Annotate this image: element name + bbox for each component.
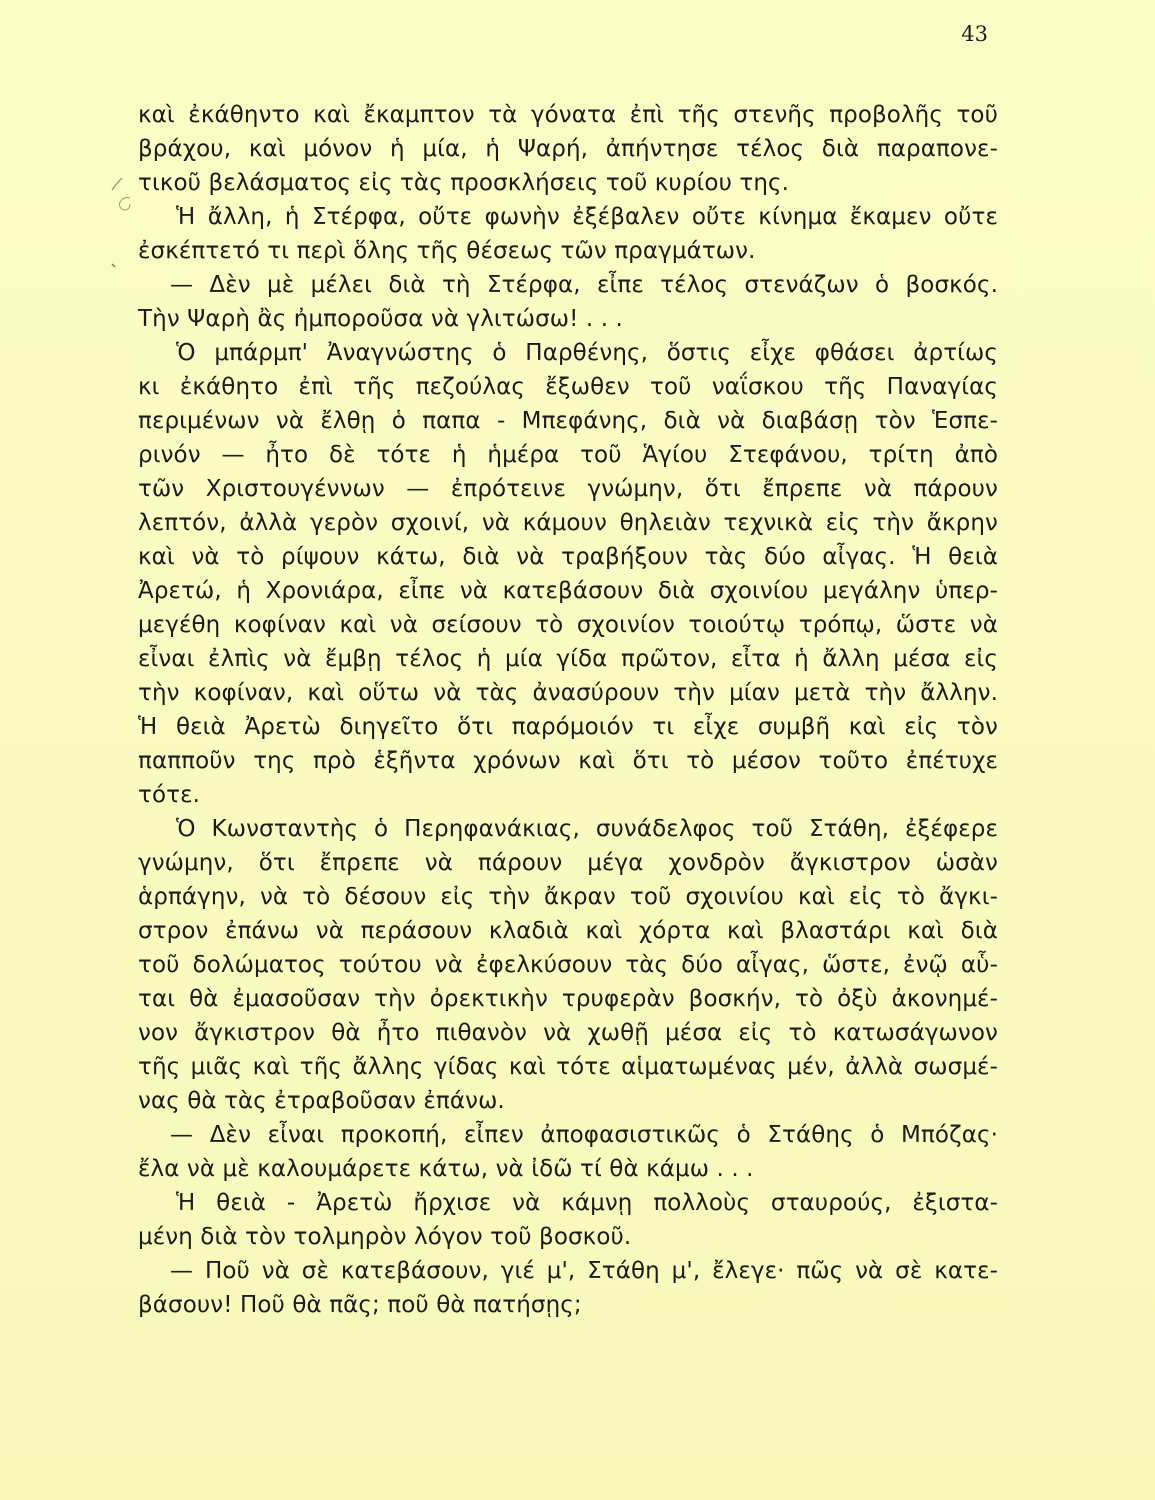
- text-line: γνώμην, ὅτι ἔπρεπε νὰ πάρουν μέγα χονδρὸν ἄγκιστρον ὡσὰν: [138, 850, 998, 876]
- text-line: — Δὲν μὲ μέλει διὰ τὴ Στέρφα, εἶπε τέλος στενάζων ὁ βοσκός.: [170, 272, 998, 298]
- text-line: Ἡ θειὰ Ἀρετὼ διηγεῖτο ὅτι παρόμοιόν τι εἶχε συμβῆ καὶ εἰς τὸν: [138, 714, 998, 740]
- text-line: ρινόν — ἦτο δὲ τότε ἡ ἡμέρα τοῦ Ἁγίου Στεφάνου, τρίτη ἀπὸ: [138, 442, 998, 468]
- text-line: μένη διὰ τὸν τολμηρὸν λόγον τοῦ βοσκοῦ.: [138, 1224, 632, 1250]
- text-line: Ὁ μπάρμπ' Ἀναγνώστης ὁ Παρθένης, ὅστις εἶχε φθάσει ἀρτίως: [176, 340, 998, 366]
- text-line: βράχου, καὶ μόνον ἡ μία, ἡ Ψαρή, ἀπήντησε τέλος διὰ παραπονε-: [138, 136, 998, 162]
- text-line: τότε.: [138, 782, 201, 808]
- body-text: [138, 98, 998, 1322]
- text-line: ται θὰ ἐμασοῦσαν τὴν ὀρεκτικὴν τρυφερὰν βοσκήν, τὸ ὀξὺ ἀκονημέ-: [138, 986, 998, 1012]
- text-line: περιμένων νὰ ἔλθῃ ὁ παπα - Μπεφάνης, διὰ νὰ διαβάσῃ τὸν Ἑσπε-: [138, 408, 998, 434]
- text-line: στρον ἐπάνω νὰ περάσουν κλαδιὰ καὶ χόρτα καὶ βλαστάρι καὶ διὰ: [138, 918, 998, 944]
- text-line: τῆς μιᾶς καὶ τῆς ἄλλης γίδας καὶ τότε αἱματωμένας μέν, ἀλλὰ σωσμέ-: [138, 1054, 998, 1080]
- text-line: Ἡ ἄλλη, ἡ Στέρφα, οὔτε φωνὴν ἐξέβαλεν οὔτε κίνημα ἔκαμεν οὔτε: [176, 204, 998, 230]
- text-line: ἔλα νὰ μὲ καλουμάρετε κάτω, νὰ ἰδῶ τί θὰ κάμω . . .: [138, 1156, 754, 1182]
- text-line: λεπτόν, ἀλλὰ γερὸν σχοινί, νὰ κάμουν θηλειὰν τεχνικὰ εἰς τὴν ἄκρην: [138, 510, 998, 536]
- text-line: παπποῦν της πρὸ ἑξῆντα χρόνων καὶ ὅτι τὸ μέσον τοῦτο ἐπέτυχε: [138, 748, 998, 774]
- text-line: βάσουν! Ποῦ θὰ πᾶς; ποῦ θὰ πατήσῃς;: [138, 1292, 582, 1318]
- text-line: Τὴν Ψαρὴ ἂς ἠμποροῦσα νὰ γλιτώσω! . . .: [138, 306, 623, 332]
- text-line: τῶν Χριστουγέννων — ἐπρότεινε γνώμην, ὅτι ἔπρεπε νὰ πάρουν: [138, 476, 998, 502]
- text-line: τοῦ δολώματος τούτου νὰ ἐφελκύσουν τὰς δύο αἶγας, ὥστε, ἐνῷ αὗ-: [138, 952, 998, 978]
- text-line: ἁρπάγην, νὰ τὸ δέσουν εἰς τὴν ἄκραν τοῦ σχοινίου καὶ εἰς τὸ ἄγκι-: [138, 884, 998, 910]
- text-line: καὶ ἐκάθηντο καὶ ἔκαμπτον τὰ γόνατα ἐπὶ τῆς στενῆς προβολῆς τοῦ: [138, 102, 998, 128]
- page-number: 43: [961, 22, 988, 46]
- text-line: μεγέθη κοφίναν καὶ νὰ σείσουν τὸ σχοινίον τοιούτῳ τρόπῳ, ὥστε νὰ: [138, 612, 998, 638]
- text-line: Ὁ Κωνσταντὴς ὁ Περηφανάκιας, συνάδελφος τοῦ Στάθη, ἐξέφερε: [176, 816, 998, 842]
- text-line: — Ποῦ νὰ σὲ κατεβάσουν, γιέ μ', Στάθη μ', ἔλεγε· πῶς νὰ σὲ κατε-: [170, 1258, 998, 1284]
- text-line: Ἀρετώ, ἡ Χρονιάρα, εἶπε νὰ κατεβάσουν διὰ σχοινίου μεγάλην ὑπερ-: [138, 578, 998, 604]
- text-line: — Δὲν εἶναι προκοπή, εἶπεν ἀποφασιστικῶς ὁ Στάθης ὁ Μπόζας·: [170, 1122, 998, 1148]
- text-line: κι ἐκάθητο ἐπὶ τῆς πεζούλας ἔξωθεν τοῦ ναΐσκου τῆς Παναγίας: [138, 374, 998, 400]
- text-line: ἐσκέπτετό τι περὶ ὅλης τῆς θέσεως τῶν πραγμάτων.: [138, 238, 756, 264]
- text-line: τικοῦ βελάσματος εἰς τὰς προσκλήσεις τοῦ κυρίου της.: [138, 170, 790, 196]
- text-line: Ἡ θειὰ - Ἀρετὼ ἤρχισε νὰ κάμνῃ πολλοὺς σταυρούς, ἐξιστα-: [176, 1190, 998, 1216]
- text-line: καὶ νὰ τὸ ρίψουν κάτω, διὰ νὰ τραβήξουν τὰς δύο αἶγας. Ἡ θειὰ: [138, 544, 998, 570]
- text-line: νας θὰ τὰς ἐτραβοῦσαν ἐπάνω.: [138, 1088, 505, 1114]
- text-line: εἶναι ἐλπὶς νὰ ἔμβῃ τέλος ἡ μία γίδα πρῶτον, εἶτα ἡ ἄλλη μέσα εἰς: [138, 646, 998, 672]
- text-line: νον ἄγκιστρον θὰ ἦτο πιθανὸν νὰ χωθῇ μέσα εἰς τὸ κατωσάγωνον: [138, 1020, 998, 1046]
- text-line: τὴν κοφίναν, καὶ οὕτω νὰ τὰς ἀνασύρουν τὴν μίαν μετὰ τὴν ἄλλην.: [138, 680, 998, 706]
